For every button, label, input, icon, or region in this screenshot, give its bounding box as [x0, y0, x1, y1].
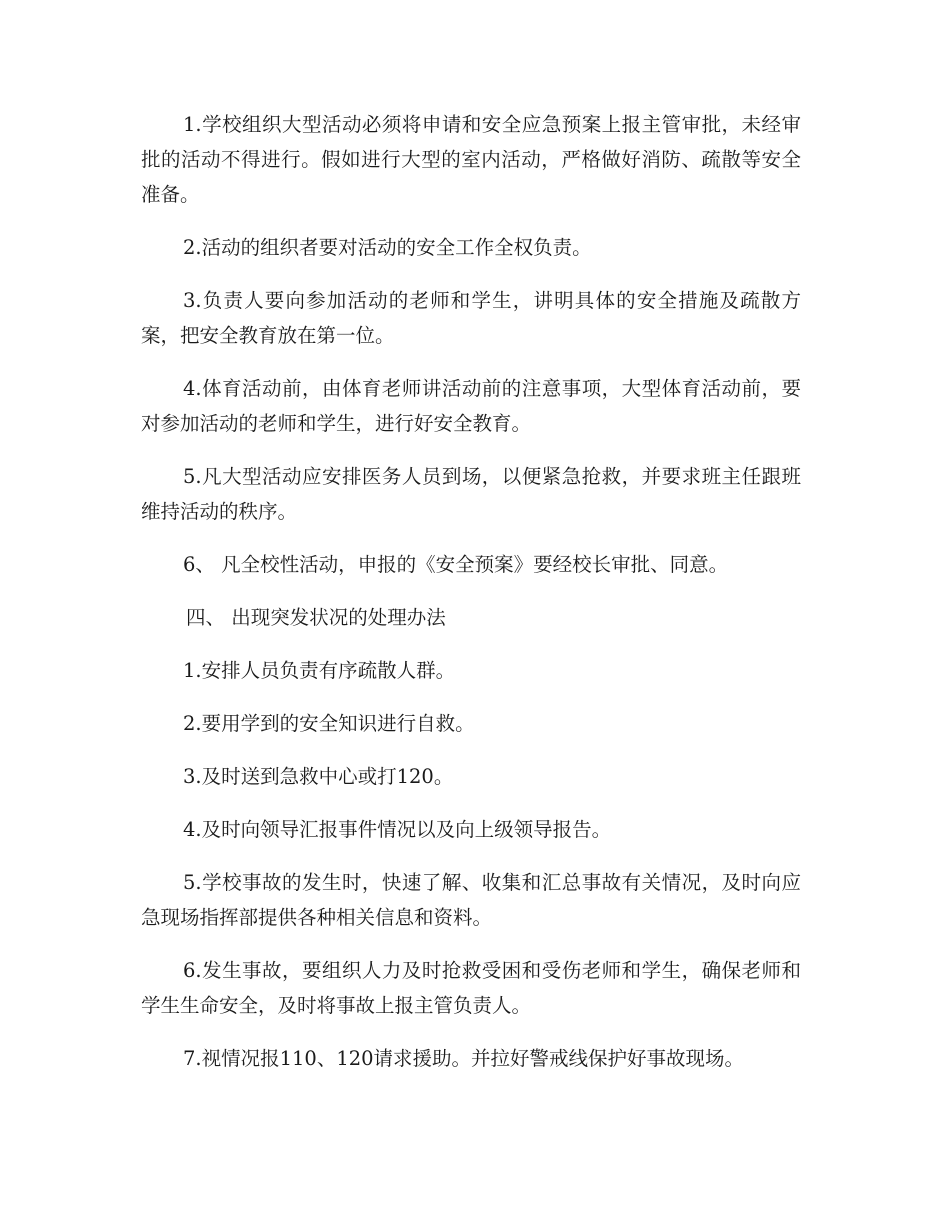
- paragraph-organizer-responsibility: 2.活动的组织者要对活动的安全工作全权负责。: [183, 236, 592, 259]
- paragraph-school-wide-approval: 6、 凡全校性活动，申报的《安全预案》要经校长审批、同意。: [183, 553, 729, 576]
- paragraph-emergency-center: 3.及时送到急救中心或打120。: [183, 765, 454, 788]
- paragraph-safety-briefing: 3.负责人要向参加活动的老师和学生，讲明具体的安全措施及疏散方案，把安全教育放在第一位。: [141, 289, 801, 347]
- paragraph-report-leaders: 4.及时向领导汇报事件情况以及向上级领导报告。: [183, 818, 612, 841]
- paragraph-sports-safety: 4.体育活动前，由体育老师讲活动前的注意事项，大型体育活动前，要对参加活动的老师和学生，进行好安全教育。: [141, 377, 801, 435]
- paragraph-rescue-injured: 6.发生事故，要组织人力及时抢救受困和受伤老师和学生，确保老师和学生生命安全，及时将事故上报主管负责人。: [141, 959, 801, 1017]
- paragraph-evacuation: 1.安排人员负责有序疏散人群。: [183, 659, 456, 682]
- document-body: [141, 107, 801, 1094]
- paragraph-call-for-help: 7.视情况报110、120请求援助。并拉好警戒线保护好事故现场。: [183, 1047, 745, 1070]
- paragraph-self-rescue: 2.要用学到的安全知识进行自救。: [183, 712, 475, 735]
- paragraph-activity-approval: 1.学校组织大型活动必须将申请和安全应急预案上报主管审批，未经审批的活动不得进行。假如进行大型的室内活动，严格做好消防、疏散等安全准备。: [141, 113, 801, 206]
- paragraph-collect-information: 5.学校事故的发生时，快速了解、收集和汇总事故有关情况，及时向应急现场指挥部提供各种相关信息和资料。: [141, 871, 801, 929]
- section-heading-emergency-handling: 四、 出现突发状况的处理办法: [186, 606, 446, 629]
- paragraph-medical-staff: 5.凡大型活动应安排医务人员到场，以便紧急抢救，并要求班主任跟班维持活动的秩序。: [141, 465, 801, 523]
